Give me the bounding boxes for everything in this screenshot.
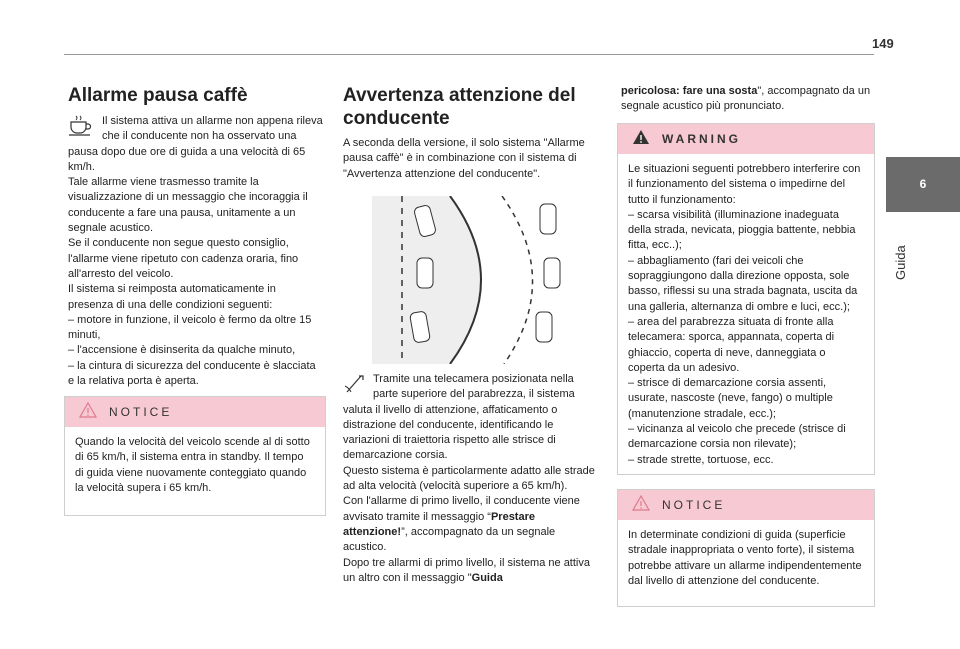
paragraph: Questo sistema è particolarmente adatto alle strade ad alta velocità (velocità superiore a 65 km/h). xyxy=(343,464,595,493)
lane-drift-illustration xyxy=(372,196,598,364)
list-item: – la cintura di sicurezza del conducente è slacciata e la relativa porta è aperta. xyxy=(68,359,316,388)
paragraph: Se il conducente non segue questo consiglio, l'allarme viene ripetuto con cadenza oraria, fino all'arresto del veicolo. xyxy=(68,237,299,280)
list-item: – abbagliamento (fari dei veicoli che sopraggiungono dalla direzione opposta, sole basso, riflessi su una strada bagnata, uscita da una galleria, alternanza di ombre e luci, ecc.); xyxy=(628,254,858,313)
header-rule xyxy=(64,54,874,55)
column-1 xyxy=(68,84,324,389)
warning-body xyxy=(618,154,874,477)
message-text: Prestare attenzione! xyxy=(343,510,535,538)
camera-text: Tramite una telecamera posizionata nella parte superiore del parabrezza, il sistema valuta il livello di attenzione, affaticamento o distrazione del conducente, identificando le variazioni di traiettoria rispetto alle strisce di demarcazione corsia. xyxy=(343,373,575,462)
section-title: Avvertenza attenzione del conducente xyxy=(343,85,576,129)
paragraph: pericolosa: fare una sosta", accompagnato da un segnale acustico più pronunciato. xyxy=(621,85,871,113)
intro-text: Il sistema attiva un allarme non appena rileva che il conducente non ha osservato una pausa dopo due ore di guida a una velocità di 65 km/h. xyxy=(68,115,323,173)
notice-header xyxy=(65,397,325,427)
paragraph: Il sistema si reimposta automaticamente in presenza di una delle condizioni seguenti: xyxy=(68,283,276,311)
notice-box xyxy=(64,396,326,516)
notice-box xyxy=(617,489,875,607)
column-2 xyxy=(343,84,601,182)
notice-title: NOTICE xyxy=(662,498,726,512)
page-number: 149 xyxy=(872,36,894,51)
notice-text: In determinate condizioni di guida (superficie stradale inappropriata o vento forte), il sistema potrebbe attivare un allarme indipendentemente dal livello di attenzione del conducente. xyxy=(628,529,862,587)
list-item: – strisce di demarcazione corsia assenti, usurate, nascoste (neve, fango) o multiple (manutenzione stradale, ecc.); xyxy=(628,377,833,420)
list-item: – l'accensione è disinserita da qualche minuto, xyxy=(68,344,296,357)
notice-header xyxy=(618,490,874,520)
intro-text: A seconda della versione, il solo sistema "Allarme pausa caffè" è in combinazione con il sistema di "Avvertenza attenzione del conducente". xyxy=(343,137,585,180)
list-item: – scarsa visibilità (illuminazione inadeguata della strada, nevicata, pioggia battente, nebbia fitta, ecc..); xyxy=(628,208,856,252)
column-3 xyxy=(621,84,875,115)
paragraph: Dopo tre allarmi di primo livello, il sistema ne attiva un altro con il messaggio "Guida xyxy=(343,556,590,584)
list-item: – vicinanza al veicolo che precede (strisce di demarcazione corsia non rilevate); xyxy=(628,423,846,451)
warning-triangle-icon xyxy=(632,129,650,150)
list-item: – strade strette, tortuose, ecc. xyxy=(628,453,774,466)
chapter-label: Guida xyxy=(893,245,908,280)
message-text: Guida xyxy=(471,571,503,584)
warning-triangle-icon xyxy=(79,402,97,423)
coffee-cup-icon xyxy=(68,114,98,138)
list-item: – area del parabrezza situata di fronte alla telecamera: sporca, appannata, coperta di ghiaccio, coperta di neve, danneggiata o coperta da un adesivo. xyxy=(628,315,835,374)
list-item: – motore in funzione, il veicolo è fermo da oltre 15 minuti, xyxy=(68,313,312,342)
warning-triangle-icon xyxy=(632,495,650,516)
warning-header xyxy=(618,124,874,154)
notice-title: NOTICE xyxy=(109,405,173,419)
chapter-tab[interactable]: 6 xyxy=(886,157,960,212)
warning-box xyxy=(617,123,875,475)
message-text: pericolosa: fare una sosta xyxy=(621,85,758,97)
camera-icon xyxy=(343,372,371,398)
column-2-lower xyxy=(343,372,601,586)
notice-text: Quando la velocità del veicolo scende al di sotto di 65 km/h, il sistema entra in standby. Il tempo di guida viene nuovamente conteggiato quando la velocità supera i 65 km/h. xyxy=(75,436,310,494)
section-title: Allarme pausa caffè xyxy=(68,85,248,106)
intro-block xyxy=(68,114,324,175)
paragraph: Tale allarme viene trasmesso tramite la visualizzazione di un messaggio che incoraggia il conducente a fare una pausa, unitamente a un segnale acustico. xyxy=(68,176,308,235)
paragraph: Con l'allarme di primo livello, il conducente viene avvisato tramite il messaggio “Prestare attenzione!”, accompagnato da un segnale acustico. xyxy=(343,495,580,554)
camera-block xyxy=(343,372,601,464)
warning-title: WARNING xyxy=(662,132,741,146)
warning-intro: Le situazioni seguenti potrebbero interferire con il funzionamento del sistema o impedirne del tutto il funzionamento: xyxy=(628,163,861,206)
